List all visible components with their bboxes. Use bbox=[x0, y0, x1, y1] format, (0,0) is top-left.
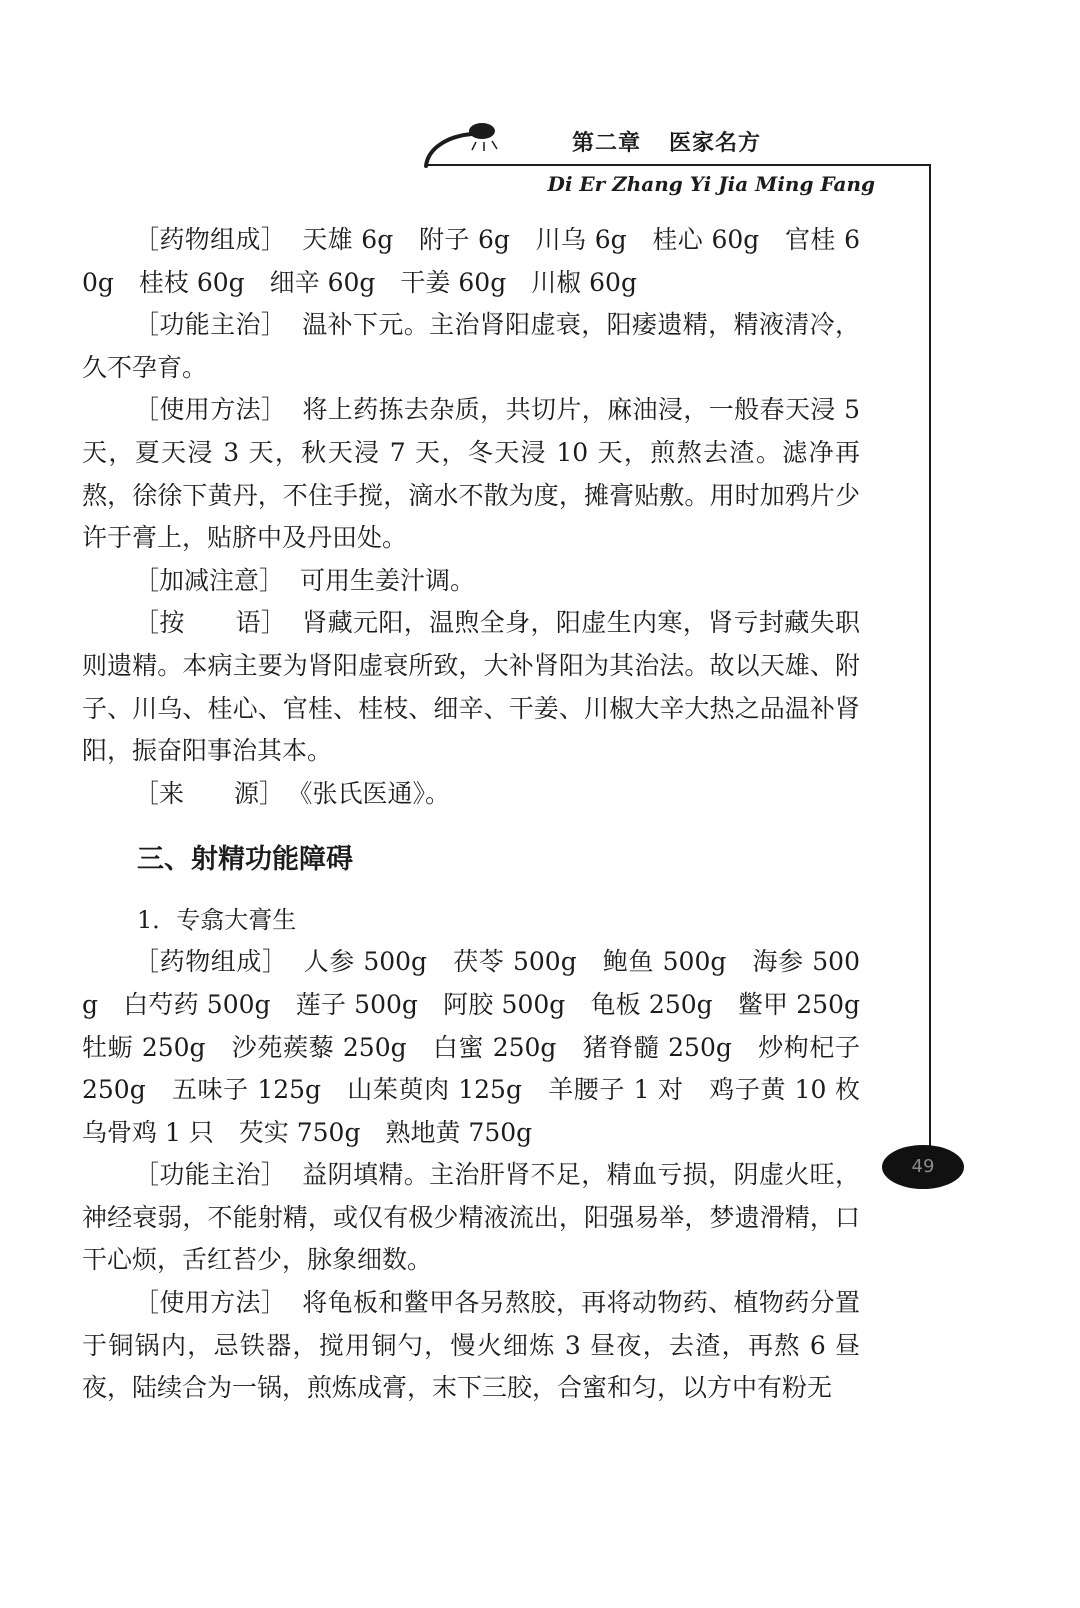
function-text: 益阴填精。主治肝肾不足，精血亏损，阴虚火旺，神经衰弱，不能射精，或仅有极少精液流出，阳强易举，梦遗滑精，口干心烦，舌红苔少，脉象细数。 bbox=[82, 1160, 860, 1275]
usage-label: ［使用方法］ bbox=[134, 1288, 287, 1318]
recipe1-function bbox=[82, 304, 860, 389]
function-text: 温补下元。主治肾阳虚衰，阳痿遗精，精液清冷，久不孕育。 bbox=[82, 310, 860, 382]
modification-label: ［加减注意］ bbox=[134, 565, 285, 595]
note-label: ［按 语］ bbox=[134, 608, 287, 638]
usage-text: 将龟板和鳖甲各另熬胶，再将动物药、植物药分置于铜锅内，忌铁器，搅用铜勺，慢火细炼 3 昼夜，去渣，再熬 6 昼夜，陆续合为一锅，煎炼成膏，末下三胶，合蜜和匀，以方中有粉无 bbox=[82, 1288, 860, 1403]
header-rule bbox=[426, 164, 931, 166]
source-label: ［来 源］ bbox=[134, 778, 285, 808]
note-text: 肾藏元阳，温煦全身，阳虚生内寒，肾亏封藏失职则遗精。本病主要为肾阳虚衰所致，大补肾阳为其治法。故以天雄、附子、川乌、桂心、官桂、桂枝、细辛、干姜、川椒大辛大热之品温补肾阳，振奋阳事治其本。 bbox=[82, 608, 860, 766]
function-label: ［功能主治］ bbox=[134, 1160, 287, 1190]
recipe2-composition bbox=[82, 941, 886, 1154]
recipe2-title: 1．专翕大膏生 bbox=[137, 906, 297, 935]
source-text: 《张氏医通》。 bbox=[300, 778, 451, 808]
recipe2-usage bbox=[82, 1282, 860, 1410]
recipe1-source bbox=[82, 773, 860, 816]
recipe1-modification bbox=[82, 560, 860, 603]
chapter-pinyin: Di Er Zhang Yi Jia Ming Fang bbox=[547, 172, 875, 196]
recipe1-composition bbox=[82, 219, 860, 304]
body-text bbox=[82, 219, 886, 1410]
composition-text: 天雄 6g 附子 6g 川乌 6g 桂心 60g 官桂 60g 桂枝 60g 细辛 60g 干姜 60g 川椒 60g bbox=[82, 225, 860, 297]
chapter-label: 第二章 bbox=[572, 131, 642, 156]
usage-text: 将上药拣去杂质，共切片，麻油浸，一般春天浸 5 天，夏天浸 3 天，秋天浸 7 天，冬天浸 10 天，煎熬去渣。滤净再熬，徐徐下黄丹，不住手搅，滴水不散为度，摊膏贴敷。用时加鸦片少许于膏上，贴脐中及丹田处。 bbox=[82, 395, 860, 553]
function-label: ［功能主治］ bbox=[134, 310, 287, 340]
usage-label: ［使用方法］ bbox=[134, 395, 287, 425]
modification-text: 可用生姜汁调。 bbox=[300, 565, 476, 595]
composition-text: 人参 500g 茯苓 500g 鲍鱼 500g 海参 500g 白芍药 500g 莲子 500g 阿胶 500g 龟板 250g 鳖甲 250g 牡蛎 250g 沙苑蒺藜 250g 白蜜 250g 猪脊髓 250g 炒枸杞子 250g 五味子 125g 山茱萸肉 125g 羊腰子 1 对 鸡子黄 10 枚 乌骨鸡 1 只 芡实 750g 熟地黄 750g bbox=[82, 947, 886, 1147]
margin-rule bbox=[929, 165, 931, 1165]
running-header-chapter bbox=[572, 126, 761, 157]
recipe2-function bbox=[82, 1154, 860, 1282]
recipe1-note bbox=[82, 602, 860, 772]
composition-label: ［药物组成］ bbox=[134, 947, 288, 977]
composition-label: ［药物组成］ bbox=[134, 225, 287, 254]
chapter-title: 医家名方 bbox=[669, 131, 762, 156]
recipe1-usage bbox=[82, 389, 860, 559]
page-number: 49 bbox=[882, 1145, 964, 1189]
section-heading: 三、射精功能障碍 bbox=[137, 844, 353, 876]
